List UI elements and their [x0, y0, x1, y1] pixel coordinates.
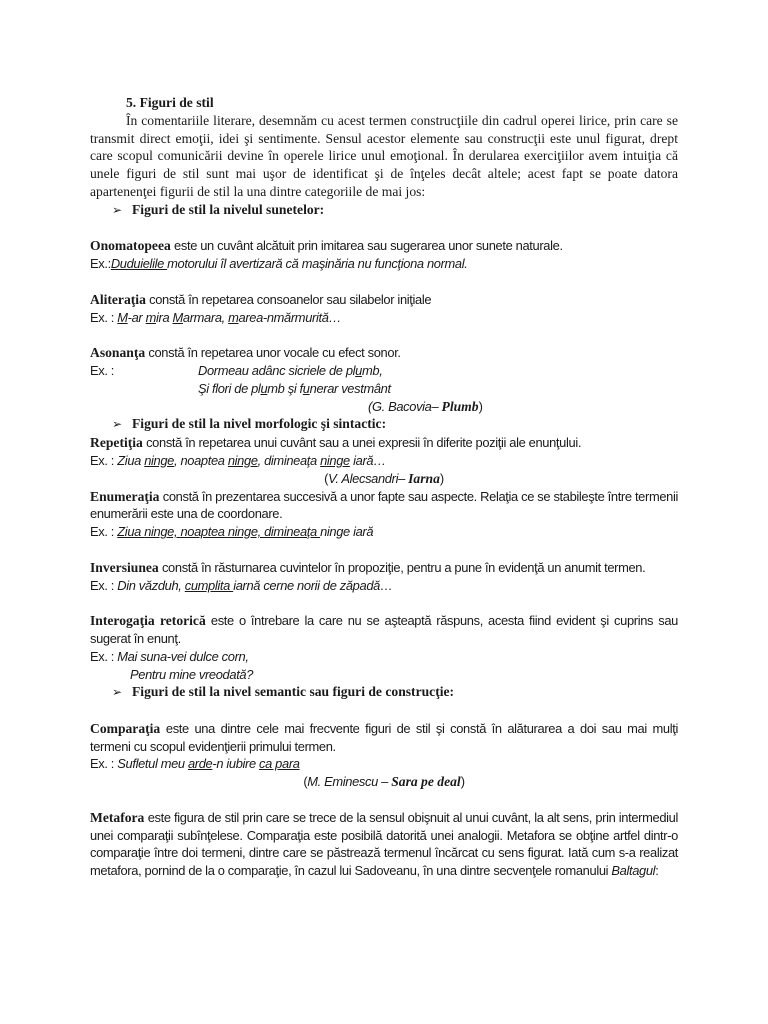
arrowhead-bullet-icon: ➢: [112, 417, 123, 432]
bullet-sounds: ➢ Figuri de stil la nivelul sunetelor:: [90, 201, 678, 220]
interogatia-example-line-2: Pentru mine vreodată?: [130, 666, 254, 682]
inversiunea-definition: Inversiunea constă în răsturnarea cuvintelor în propoziţie, pentru a pune în evidenţă un anumit termen.: [90, 559, 646, 575]
asonanta-example-line-1: Ex. : Dormeau adânc sicriele de plumb,: [90, 362, 383, 378]
metafora-definition: Metafora este figura de stil prin care se trece de la sensul obişnuit al unui cuvânt, la alt sens, prin intermediul unei comparaţii subînţelese. Comparaţia este posibilă datorită unei analogii. Metafora se obţine artfel dintr-o comparaţie între doi termeni, dintre care se păstrează termenul încărcat cu sens figurat. Iată cum s-a realizat metafora, pornind de la o comparaţie, în cazul lui Sadoveanu, în una dintre secvenţele romanului Baltagul:: [90, 809, 678, 879]
arrowhead-bullet-icon: ➢: [112, 685, 123, 700]
arrowhead-bullet-icon: ➢: [112, 202, 123, 217]
repetitia-definition: Repetiţia constă în repetarea unui cuvânt sau a unei expresii în diferite poziţii ale enunţului.: [90, 435, 582, 451]
bullet-semantic: ➢ Figuri de stil la nivel semantic sau figuri de construcţie:: [90, 683, 678, 702]
inversiunea-example: Ex. : Din văzduh, cumplita iarnă cerne norii de zăpadă…: [90, 577, 393, 593]
aliteratia-example: Ex. : M-ar mira Marmara, marea-nmărmurită…: [90, 309, 342, 325]
comparatia-example: Ex. : Sufletul meu arde-n iubire ca para: [90, 756, 300, 772]
comparatia-definition: Comparaţia este una dintre cele mai frecvente figuri de stil şi constă în alăturarea a doi sau mai mulţi termeni cu scopul evidenţierii primului termen.: [90, 720, 678, 754]
asonanta-citation: (G. Bacovia– Plumb): [368, 398, 483, 414]
interogatia-definition: Interogaţia retorică este o întrebare la care nu se aşteaptă răspuns, acesta fiind evident şi cuprins sau sugerat în enunţ.: [90, 613, 678, 646]
asonanta-example-line-2: Şi flori de plumb şi funerar vestmânt: [198, 380, 391, 396]
section-title: 5. Figuri de stil: [126, 95, 214, 110]
bullet-morphology-syntax: ➢ Figuri de stil la nivel morfologic şi sintactic:: [90, 415, 678, 434]
document-content: [90, 94, 678, 880]
intro-paragraph: În comentariile literare, desemnăm cu acest termen construcţiile din cadrul operei lirice, prin care se transmit direct emoţii, idei şi sentimente. Sensul acestor elemente sau construcţii este unul figurat, drept care scopul comunicării devine în operele lirice unul emoţional. În derularea exerciţiilor avem intuiţia că unele figuri de stil sunt mai uşor de identificat şi de înţeles decât altele; acest fapt se poate datora apartenenţei figurii de stil la una dintre categoriile de mai jos:: [90, 112, 678, 199]
comparatia-citation: (M. Eminescu – Sara pe deal): [303, 774, 465, 790]
repetitia-example: Ex. : Ziua ninge, noaptea ninge, dimineaţa ninge iară…: [90, 452, 386, 468]
aliteratia-definition: Aliteraţia constă în repetarea consoanelor sau silabelor iniţiale: [90, 291, 432, 307]
onomatopeea-example: Ex.:Duduielile motorului îl avertizară că maşinăria nu funcţiona normal.: [90, 256, 468, 272]
enumeratia-definition: Enumeraţia constă în prezentarea succesivă a unor fapte sau aspecte. Relaţia ce se stabileşte între termenii enumerării este una de coordonare.: [90, 488, 678, 522]
repetitia-citation: (V. Alecsandri– Iarna): [324, 470, 444, 486]
enumeratia-example: Ex. : Ziua ninge, noaptea ninge, dimineaţa ninge iară: [90, 524, 374, 540]
onomatopeea-definition: Onomatopeea este un cuvânt alcătuit prin imitarea sau sugerarea unor sunete naturale.: [90, 238, 563, 254]
interogatia-example-line-1: Ex. : Mai suna-vei dulce corn,: [90, 648, 249, 664]
asonanta-definition: Asonanţa constă în repetarea unor vocale cu efect sonor.: [90, 345, 401, 361]
